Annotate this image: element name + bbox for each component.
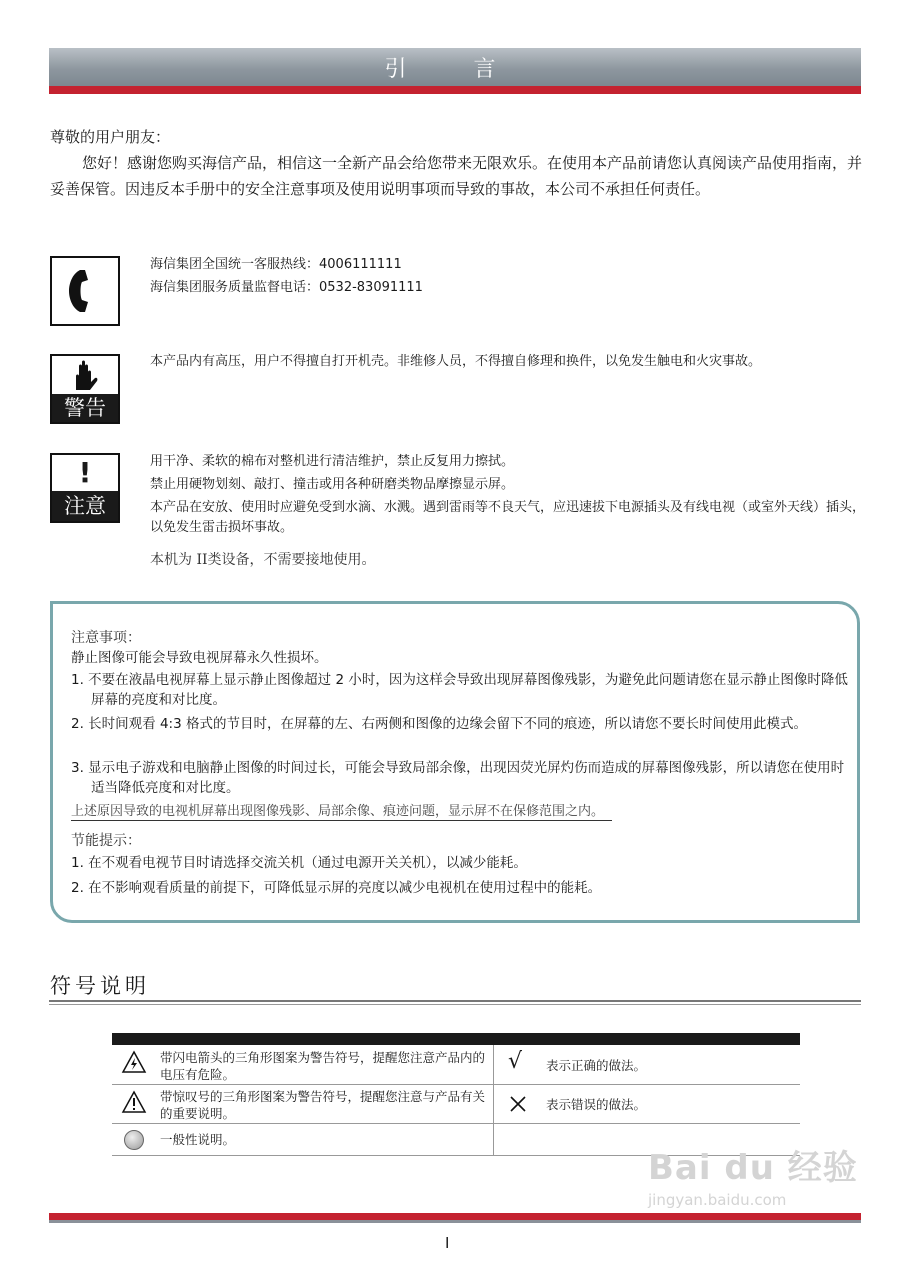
warning-hand-icon [50,354,120,424]
cross-icon [508,1094,528,1118]
page-title: 引 言 [384,57,526,82]
hotline-2: 海信集团服务质量监督电话：0532-83091111 [150,280,423,295]
checkmark-icon: √ [508,1049,523,1074]
symbol-desc-1: 带闪电箭头的三角形图案为警告符号，提醒您注意产品内的电压有危险。 [160,1050,486,1082]
notice-heading: 注意事项： [71,630,141,646]
symbol-desc-2: 带惊叹号的三角形图案为警告符号，提醒您注意与产品有关的重要说明。 [160,1089,486,1121]
caution-line-3: 本产品在安放、使用时应避免受到水滴、水溅。遇到雷雨等不良天气，应迅速拔下电源插头及有线电视（或室外天线）插头，以免发生雷击损坏事故。 [150,500,866,535]
notice-item-3: 3. 显示电子游戏和电脑静止图像的时间过长，可能会导致局部余像，出现因荧光屏灼伤而造成的屏幕图像残影，所以请您在使用时适当降低亮度和对比度。 [71,760,845,796]
lightning-triangle-icon [121,1050,147,1078]
header-red-stripe [49,86,861,94]
table-row-divider [112,1123,800,1124]
notice-item-1: 1. 不要在液晶电视屏幕上显示静止图像超过 2 小时，因为这样会导致出现屏幕图像残影，为避免此问题请您在显示静止图像时降低屏幕的亮度和对比度。 [71,672,848,708]
caution-line-1: 用干净、柔软的棉布对整机进行清洁维护，禁止反复用力擦拭。 [150,454,515,469]
hotline-1: 海信集团全国统一客服热线：4006111111 [150,257,402,272]
page-number: I [445,1234,450,1252]
caution-label: 注意 [52,491,118,521]
footer-red-stripe [49,1213,861,1220]
general-note-circle-icon [124,1130,144,1150]
warning-text: 本产品内有高压，用户不得擅自打开机壳。非维修人员，不得擅自修理和换件，以免发生触电和火灾事故。 [150,354,762,369]
watermark-url: jingyan.baidu.com [648,1191,787,1209]
warning-label: 警告 [52,394,118,422]
energy-item-2: 2. 在不影响观看质量的前提下，可降低显示屏的亮度以减少电视机在使用过程中的能耗。 [71,880,602,896]
energy-item-1: 1. 在不观看电视节目时请选择交流关机（通过电源开关关机），以减少能耗。 [71,855,527,871]
class-note: 本机为 II类设备，不需要接地使用。 [150,552,376,568]
table-row-divider [112,1084,800,1085]
notice-subtitle: 静止图像可能会导致电视屏幕永久性损坏。 [71,650,328,666]
notice-item-2: 2. 长时间观看 4:3 格式的节目时，在屏幕的左、右两侧和图像的边缘会留下不同的痕迹，所以请您不要长时间使用此模式。 [71,716,807,732]
symbol-desc-3: 一般性说明。 [160,1132,236,1147]
symbols-title: 符号说明 [50,974,150,998]
phone-icon [50,256,120,326]
energy-heading: 节能提示： [71,833,141,849]
caution-line-2: 禁止用硬物划刻、敲打、撞击或用各种研磨类物品摩擦显示屏。 [150,477,515,492]
symbol-right-1: 表示正确的做法。 [546,1058,647,1073]
intro-paragraph: 您好！感谢您购买海信产品，相信这一全新产品会给您带来无限欢乐。在使用本产品前请您认真阅读产品使用指南，并妥善保管。因违反本手册中的安全注意事项及使用说明事项而导致的事故，本公司不承担任何责任。 [50,154,863,198]
section-rule-thin [49,1004,861,1005]
header-bar [49,48,861,86]
table-header-bar [112,1033,800,1045]
footer-gray-stripe [49,1220,861,1223]
watermark-brand: Bai du 经验 [648,1148,858,1188]
notice-disclaimer: 上述原因导致的电视机屏幕出现图像残影、局部余像、痕迹问题，显示屏不在保修范围之内。 [71,800,612,821]
exclamation-triangle-icon [121,1090,147,1118]
table-column-divider [493,1045,494,1155]
notice-box [50,601,860,923]
symbol-right-2: 表示错误的做法。 [546,1097,647,1112]
caution-exclamation-icon: ! 注意 [50,453,120,523]
section-rule [49,1000,861,1002]
greeting: 尊敬的用户朋友： [50,128,171,146]
watermark [648,1140,858,1209]
